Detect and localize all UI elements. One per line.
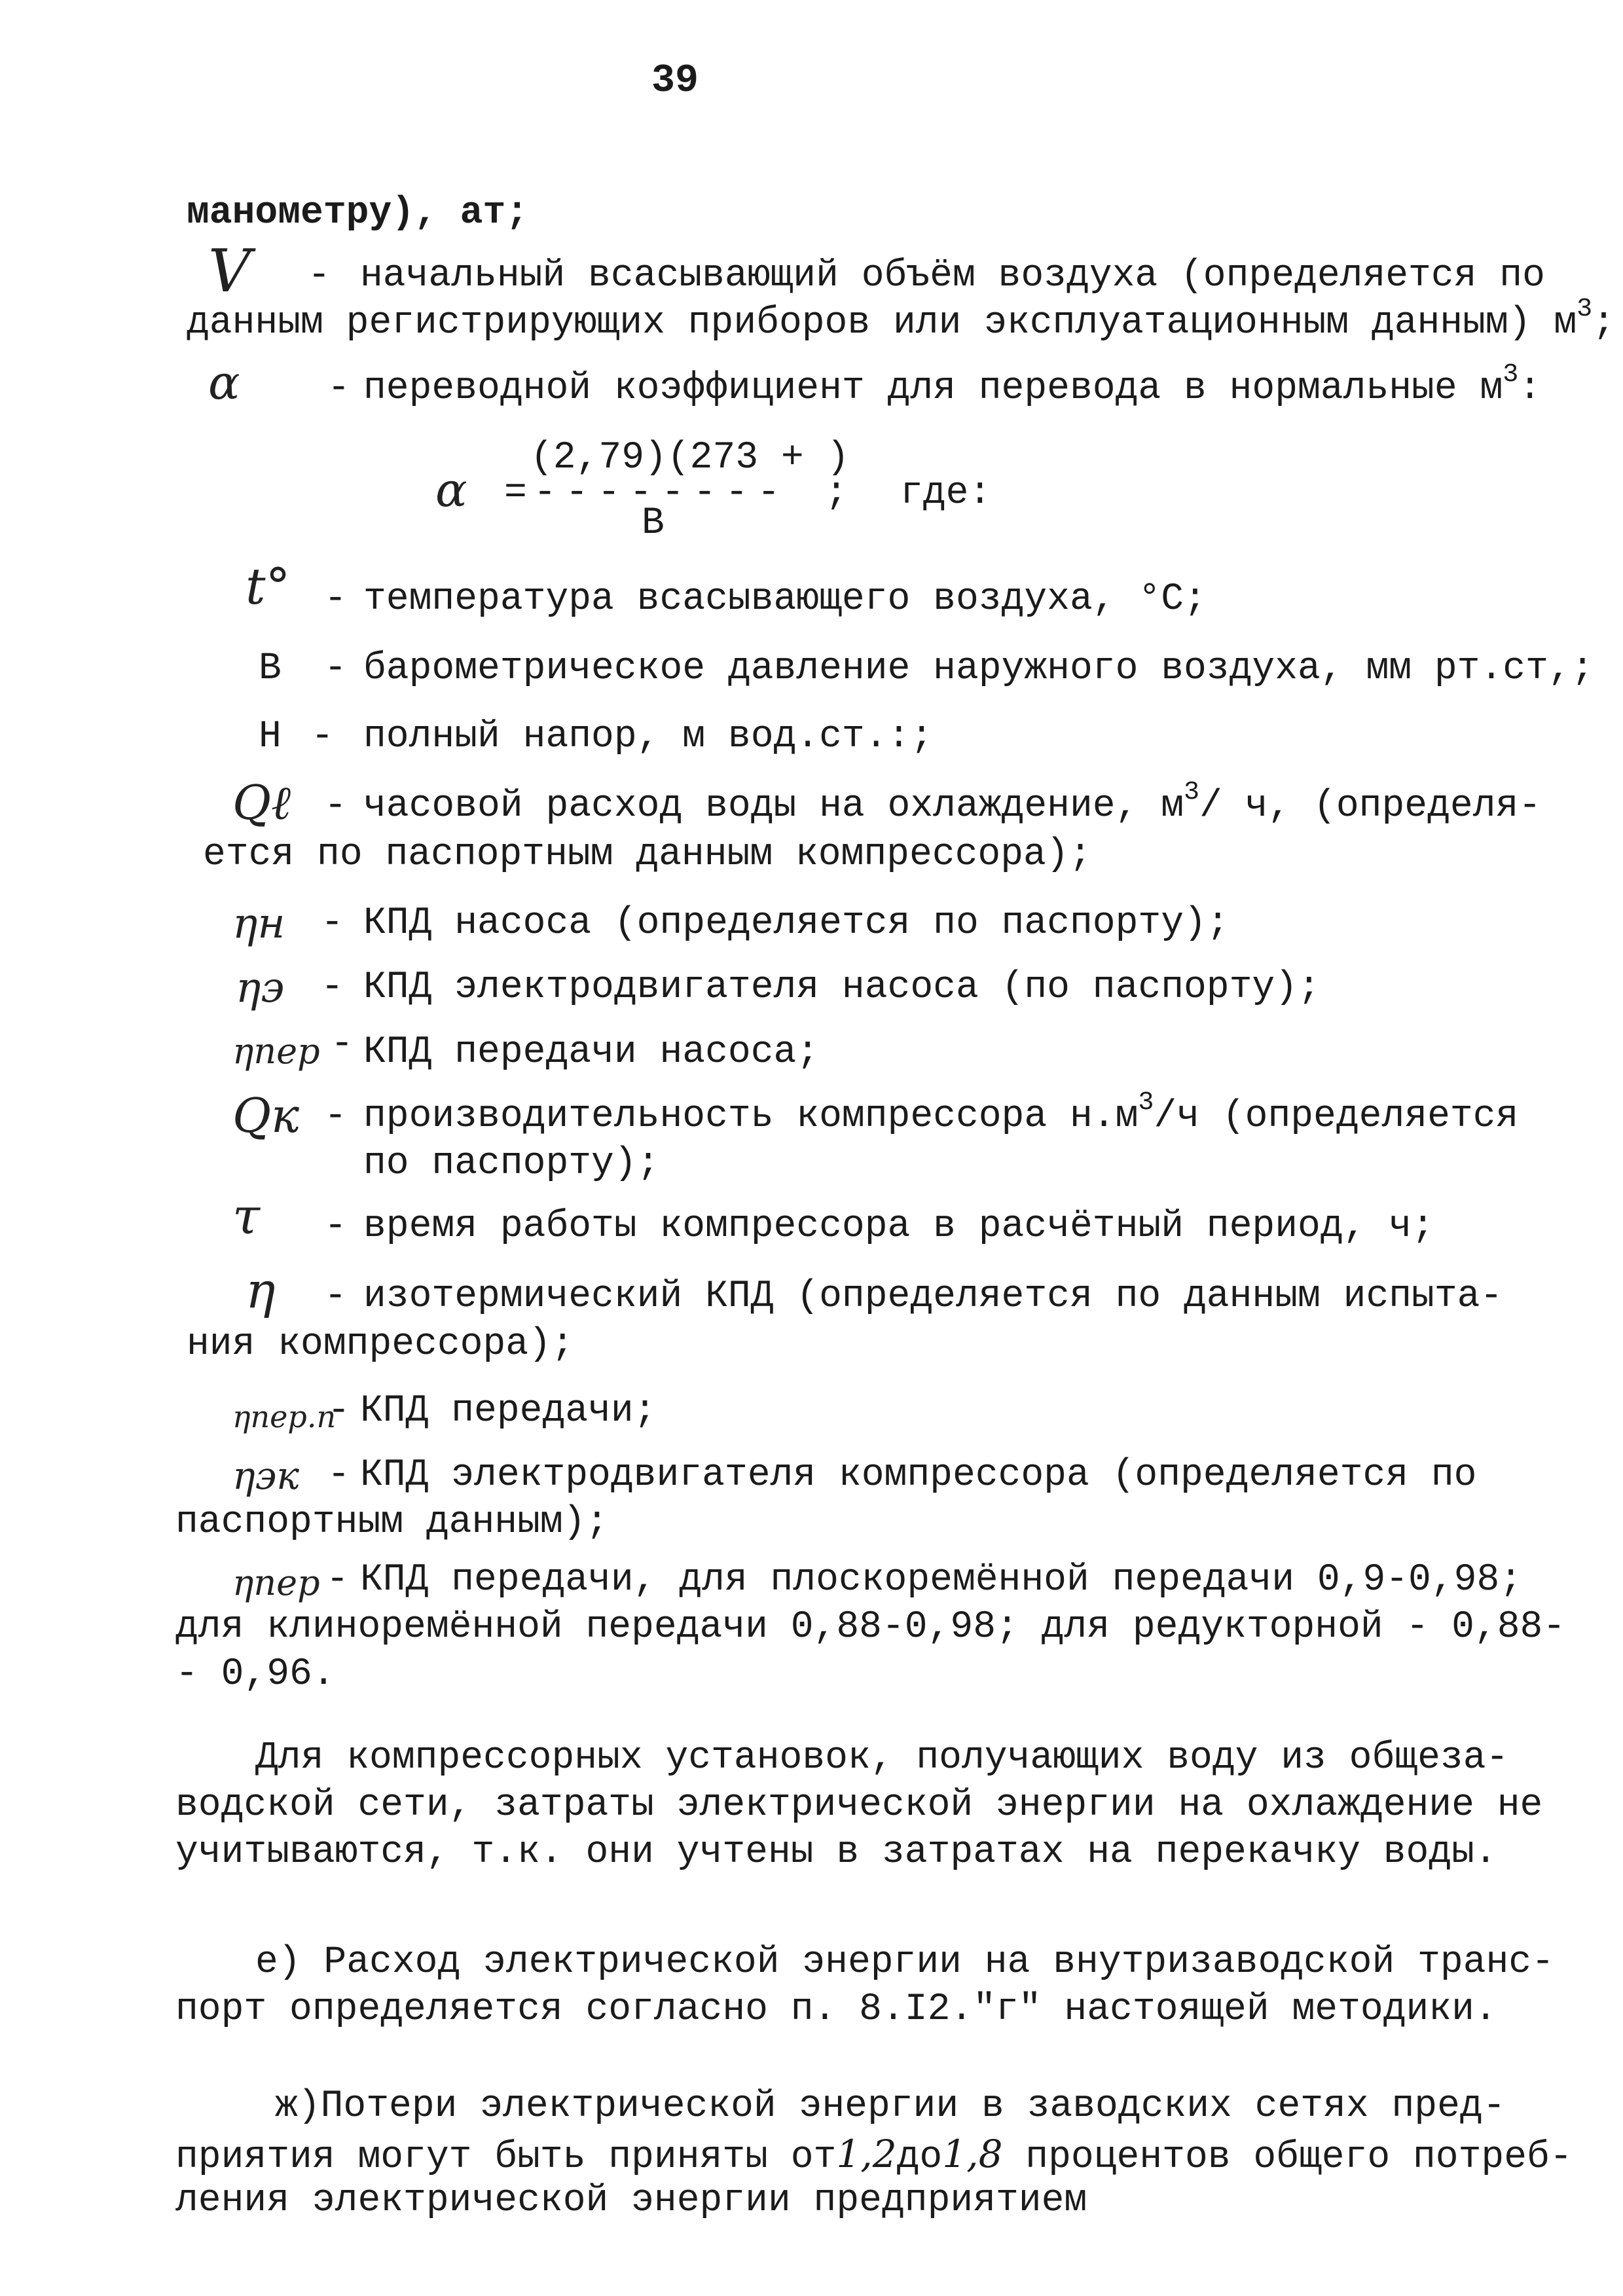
symbol-eta-ek: ηэк [232,1453,299,1498]
dash: - [331,1023,354,1066]
para2-line2: порт определяется согласно п. 8.I2."г" настоящей методики. [175,1988,1497,2031]
dash: - [326,1559,349,1601]
var-qk-line2: по паспорту); [363,1142,660,1185]
symbol-b: В [259,647,282,690]
var-t-text: температура всасывающего воздуха, °С; [363,578,1207,621]
para3-line1: ж)Потери электрической энергии в заводских сетях пред- [275,2085,1506,2128]
formula-semicolon: ; [825,472,848,515]
var-eta-per2-line3: - 0,96. [175,1653,335,1696]
formula-numerator: (2,79)(273 + ) [530,437,850,479]
para1-line3: учитываются, т.к. они учтены в затратах на перекачку воды. [175,1831,1497,1874]
symbol-v: V [208,237,251,306]
var-ql-line2: ется по паспортным данным компрессора); [203,833,1092,876]
var-eta-n-text: КПД насоса (определяется по паспорту); [363,902,1230,945]
def-v-line2: данным регистрирующих приборов или эксплуатационным данным) $м^3$; [187,295,1615,344]
var-qk-line1: производительность компрессора $н.м^3/ч$ (определяется [363,1088,1519,1138]
var-tau-text: время работы компрессора в расчётный период, ч; [363,1205,1434,1248]
dash: - [321,902,344,945]
dash: - [327,1390,350,1432]
formula-fraction-bar: -------- [534,472,790,515]
dash: - [327,1454,350,1497]
var-eta-line2: ния компрессора); [187,1323,574,1366]
dash: - [324,647,347,690]
dash: - [324,578,347,621]
def-alpha-line: переводной коэффициент для перевода в нормальные $м^3$: [363,360,1542,410]
var-h-text: полный напор, м вод.ст.:; [363,716,934,758]
symbol-ql: Qℓ [232,775,291,830]
var-eta-per2-line1: КПД передачи, для плоскоремённой передачи 0,9-0,98; [360,1559,1523,1601]
formula-lhs: α [435,462,467,517]
dash: - [324,1095,347,1138]
dash: - [311,716,334,758]
symbol-eta-per-2: ηпер [232,1562,320,1603]
formula-denominator: В [642,502,665,545]
symbol-eta: η [246,1261,276,1319]
dash: - [327,367,350,410]
page-number: 39 [651,59,699,103]
symbol-h: Н [259,716,282,758]
symbol-eta-n: ηн [232,900,285,948]
dash: - [321,966,344,1009]
symbol-tau: τ [232,1187,261,1245]
formula-equals: = [504,472,527,515]
symbol-t: t° [246,557,291,615]
var-ql-line1: часовой расход воды на охлаждение, $м^3/$ ч, (определя- [363,778,1542,828]
symbol-qk: Qк [232,1088,300,1143]
continuation-line: манометру), ат; [187,192,529,234]
def-v-line1: начальный всасывающий объём воздуха (определяется по [360,255,1545,297]
para3-line2: приятия могут быть приняты от1,2до1,8 процентов общего потреб- [175,2132,1573,2179]
symbol-alpha: α [208,355,240,410]
handwritten-value-1: 1,2 [836,2132,897,2176]
dash: - [324,785,347,828]
para3-line3: ления электрической энергии предприятием [175,2179,1087,2222]
var-eta-per-p-text: КПД передачи; [360,1390,657,1432]
symbol-eta-e: ηэ [236,964,285,1012]
var-eta-ek-line1: КПД электродвигателя компрессора (определяется по [360,1454,1477,1497]
var-eta-per2-line2: для клиноремённой передачи 0,88-0,98; для редукторной - 0,88- [175,1606,1566,1649]
formula-where: где: [900,472,992,515]
symbol-eta-per: ηпер [232,1030,320,1072]
handwritten-value-2: 1,8 [942,2132,1003,2176]
dash: - [324,1205,347,1248]
var-b-text: барометрическое давление наружного воздуха, мм рт.ст,; [363,647,1594,690]
var-eta-line1: изотермический КПД (определяется по данным испыта- [363,1275,1503,1318]
para1-line1: Для компрессорных установок, получающих воду из общеза- [255,1737,1509,1779]
var-eta-e-text: КПД электродвигателя насоса (по паспорту); [363,966,1321,1009]
var-eta-per-text: КПД передачи насоса; [363,1031,820,1074]
dash: - [324,1275,347,1318]
para1-line2: водской сети, затраты электрической энергии на охлаждение не [175,1784,1543,1827]
para2-line1: е) Расход электрической энергии на внутризаводской транс- [255,1941,1554,1984]
symbol-eta-per-p: ηпер.п [232,1399,337,1434]
dash: - [308,255,331,297]
var-eta-ek-line2: паспортным данным); [175,1501,609,1544]
